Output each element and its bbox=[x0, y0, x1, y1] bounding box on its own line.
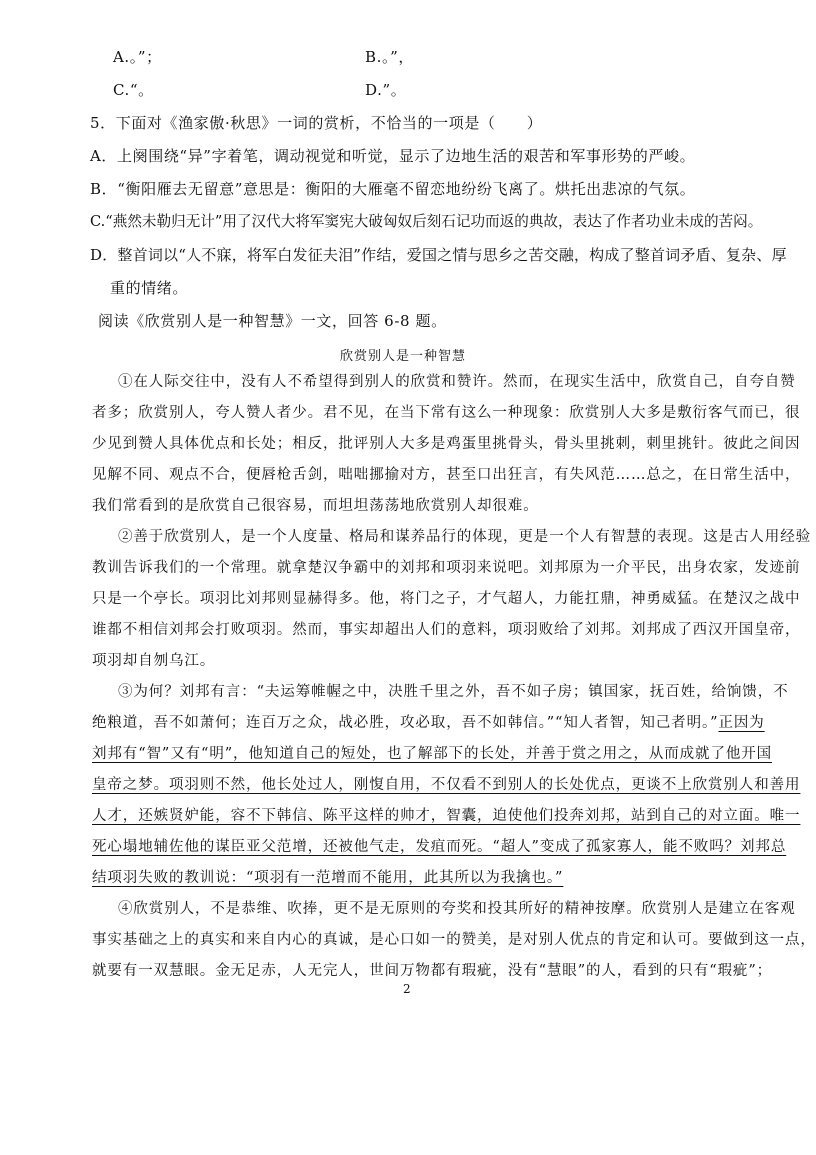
p2-line: 教训告诉我们的一个常理。就拿楚汉争霸中的刘邦和项羽来说吧。刘邦原为一介平民，出身农家，发迹前 bbox=[92, 560, 801, 576]
page-number: 2 bbox=[403, 982, 411, 996]
p2-line: 只是一个亭长。项羽比刘邦则显赫得多。他，将门之子，才气超人，力能扛鼎，神勇威猛。在楚汉之战中 bbox=[92, 591, 801, 607]
p4-line: 就要有一双慧眼。金无足赤，人无完人，世间万物都有瑕疵，没有“慧眼”的人，看到的只有“瑕疵”； bbox=[92, 963, 773, 979]
p4-line: ④欣赏别人，不是恭维、吹捧，更不是无原则的夸奖和投其所好的精神按摩。欣赏别人是建立在客观 bbox=[118, 901, 796, 917]
question-5-option-d: D．整首词以“人不寐，将军白发征夫泪”作结，爱国之情与思乡之苦交融，构成了整首词矛盾、复杂、厚 bbox=[90, 246, 787, 264]
question-5-option-c: C.“燕然未勒归无计”用了汉代大将军窦宪大破匈奴后刻石记功而返的典故，表达了作者功业未成的苦闷。 bbox=[90, 213, 763, 230]
p3-underlined-start: 正因为 bbox=[718, 715, 765, 731]
p2-line: 项羽却自刎乌江。 bbox=[92, 653, 216, 669]
p3-underlined-line: 人才，还嫉贤妒能，容不下韩信、陈平这样的帅才，智囊，迫使他们投奔刘邦，站到自己的对立面。唯一 bbox=[92, 808, 801, 824]
p1-line: 者多；欣赏别人，夸人赞人者少。君不见，在当下常有这么一种现象：欣赏别人大多是敷衍客气而已，很 bbox=[92, 405, 801, 421]
reading-intro: 阅读《欣赏别人是一种智慧》一文，回答 6-8 题。 bbox=[98, 312, 447, 330]
p3-line bbox=[92, 713, 765, 733]
p2-line: ②善于欣赏别人，是一个人度量、格局和谋养品行的体现，更是一个人有智慧的表现。这是古人用经验 bbox=[118, 529, 811, 545]
p3-line: ③为何？刘邦有言：“夫运筹帷幄之中，决胜千里之外，吾不如子房；镇国家，抚百姓，给饷馈，不 bbox=[118, 684, 789, 700]
p1-line: ①在人际交往中，没有人不希望得到别人的欣赏和赞许。然而，在现实生活中，欣赏自己，自夸自赞 bbox=[118, 374, 796, 390]
p3-underlined-line: 刘邦有“智”又有“明”，他知道自己的短处，也了解部下的长处，并善于赏之用之，从而成就了他开国 bbox=[92, 746, 773, 762]
p3-underlined-line: 结项羽失败的教训说：“项羽有一范增而不能用，此其所以为我擒也。” bbox=[92, 870, 564, 886]
option-c: C.“。 bbox=[113, 81, 154, 99]
option-b: B.。”， bbox=[365, 48, 414, 66]
p1-line: 见解不同、观点不合，便唇枪舌剑，咄咄挪揄对方，甚至口出狂言，有失风范……总之，在日常生活中， bbox=[92, 467, 801, 483]
p1-line: 少见到赞人具体优点和长处；相反，批评别人大多是鸡蛋里挑骨头，骨头里挑刺，刺里挑针。彼此之间因 bbox=[92, 436, 801, 452]
question-5-stem: 5．下面对《渔家傲·秋思》一词的赏析，不恰当的一项是（ ） bbox=[90, 114, 543, 132]
question-5-option-d-cont: 重的情绪。 bbox=[110, 279, 189, 297]
p3-underlined-line: 皇帝之梦。项羽则不然，他长处过人，刚愎自用，不仅看不到别人的长处优点，更谈不上欣赏别人和善用 bbox=[92, 777, 801, 793]
p4-line: 事实基础之上的真实和来自内心的真诚，是心口如一的赞美，是对别人优点的肯定和认可。要做到这一点， bbox=[92, 932, 816, 948]
p3-line-plain: 绝粮道，吾不如萧何；连百万之众，战必胜，攻必取，吾不如韩信。”“知人者智，知己者明。” bbox=[92, 715, 719, 731]
option-d: D.”。 bbox=[365, 81, 407, 99]
p3-underlined-line: 死心塌地辅佐他的谋臣亚父范增，还被他气走，发疽而死。“超人”变成了孤家寡人，能不败吗？刘邦总 bbox=[92, 839, 787, 855]
question-5-option-b: B．“衡阳雁去无留意”意思是：衡阳的大雁毫不留恋地纷纷飞离了。烘托出悲凉的气氛。 bbox=[90, 180, 696, 198]
question-5-option-a: A．上阕围绕“异”字着笔，调动视觉和听觉，显示了边地生活的艰苦和军事形势的严峻。 bbox=[90, 147, 696, 165]
option-a: A.。”； bbox=[113, 48, 162, 66]
p1-line: 我们常看到的是欣赏自己很容易，而坦坦荡荡地欣赏别人却很难。 bbox=[92, 498, 539, 514]
article-title: 欣赏别人是一种智慧 bbox=[340, 349, 467, 364]
p2-line: 谁都不相信刘邦会打败项羽。然而，事实却超出人们的意料，项羽败给了刘邦。刘邦成了西汉开国皇帝， bbox=[92, 622, 801, 638]
